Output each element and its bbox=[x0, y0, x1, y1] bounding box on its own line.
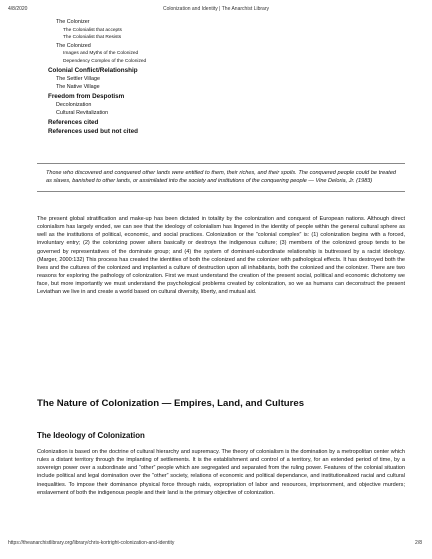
toc-link-the-colonizer[interactable]: The Colonizer bbox=[56, 19, 90, 25]
toc-link-images-myths[interactable]: Images and Myths of the Colonized bbox=[63, 51, 139, 57]
table-of-contents bbox=[48, 18, 388, 136]
print-date: 4/8/2020 bbox=[8, 6, 28, 12]
page-number: 2/8 bbox=[415, 540, 422, 546]
section-heading: The Nature of Colonization — Empires, Land, and Cultures bbox=[37, 398, 305, 409]
print-title: Colonization and Identity | The Anarchist Library bbox=[163, 6, 269, 12]
subsection-heading: The Ideology of Colonization bbox=[37, 431, 145, 440]
toc-link-colonial-conflict[interactable]: Colonial Conflict/Relationship bbox=[48, 66, 138, 74]
print-header bbox=[0, 6, 432, 15]
toc-link-native-village[interactable]: The Native Village bbox=[56, 84, 100, 91]
toc-link-references-cited[interactable]: References cited bbox=[48, 118, 99, 126]
intro-paragraph: The present global stratification and make-up has been dictated in totality by the colonization and conquest of European nations. Although direct colonialism has largely ended, we can see that the ideology of colonialism has lingered in the identity of people within the general cultural sphere as well as the institutions of political, economic, and social practices. Colonization or the “colonial complex” is: (1) colonization begins with a forced, involuntary entry; (2) the colonizing power alters basically or destroys the indigenous culture; (3) members of the colonized group tends to be governed by representatives of the dominate group; and (4) the system of dominant-subordinate relationship is buttressed by a racist ideology. (Marger, 2000:132) This process has created the identities of both the colonized and the colonizer with pathological effects. It has destroyed both the lives and the cultures of the colonized and implanted a culture of destruction upon all inhabitants, both the colonized and the colonizer. There are two reasons for exploring the pathology of colonization. First we must understand the creation of the present social, political and economic dichotomy we face, but more importantly we must understand the psychological problems created by colonization, so we as humans can deconstruct the present Leviathan we live in and create a world based on cultural diversity, liberty, and mutual aid. bbox=[37, 216, 405, 296]
toc-link-dependency-complex[interactable]: Dependency Complex of the Colonized bbox=[63, 58, 147, 64]
toc-link-freedom-despotism[interactable]: Freedom from Despotism bbox=[48, 92, 125, 100]
toc-link-the-colonized[interactable]: The Colonized bbox=[56, 42, 91, 49]
print-footer bbox=[0, 540, 432, 549]
toc-link-colonialist-accepts[interactable]: The Colonialist that accepts bbox=[63, 27, 122, 33]
epigraph-quote: Those who discovered and conquered other lands were entitled to them, their riches, and their spoils. The conquered people could be treated as slaves, banished to other lands, or assimilated into the society and institutions of the conquering people — Vine Deloria, Jr. (1983) bbox=[37, 163, 405, 192]
ideology-paragraph: Colonization is based on the doctrine of cultural hierarchy and supremacy. The theory of colonialism is the domination by a metropolitan center which rules a distant territory through the implanting of settlements. It is the establishment and control of a territory, for an extended period of time, by a sovereign power over a subordinate and “other” people which are segregated and separated from the ruling power. Features of the colonial situation include political and legal domination over the “other” society, relations of economic and political dependance, and institutionalized racial and cultural inequalities. To impose their dominance physical force through raids, expropriation of labor and resources, imprisonment, and objective murders; enslavement of both the indigenous people and their land is the primary objective of colonization. bbox=[37, 449, 405, 496]
toc-link-settler-village[interactable]: The Settler Village bbox=[56, 75, 100, 82]
toc-link-colonialist-resists[interactable]: The Colonialist that Resists bbox=[63, 35, 122, 41]
toc-link-references-not-cited[interactable]: References used but not cited bbox=[48, 127, 138, 135]
toc-link-cultural-revitalization[interactable]: Cultural Revitalization bbox=[56, 110, 109, 117]
toc-link-decolonization[interactable]: Decolonization bbox=[56, 101, 92, 108]
page-url: https://theanarchistlibrary.org/library/chris-kortright-colonization-and-identity bbox=[8, 540, 175, 546]
